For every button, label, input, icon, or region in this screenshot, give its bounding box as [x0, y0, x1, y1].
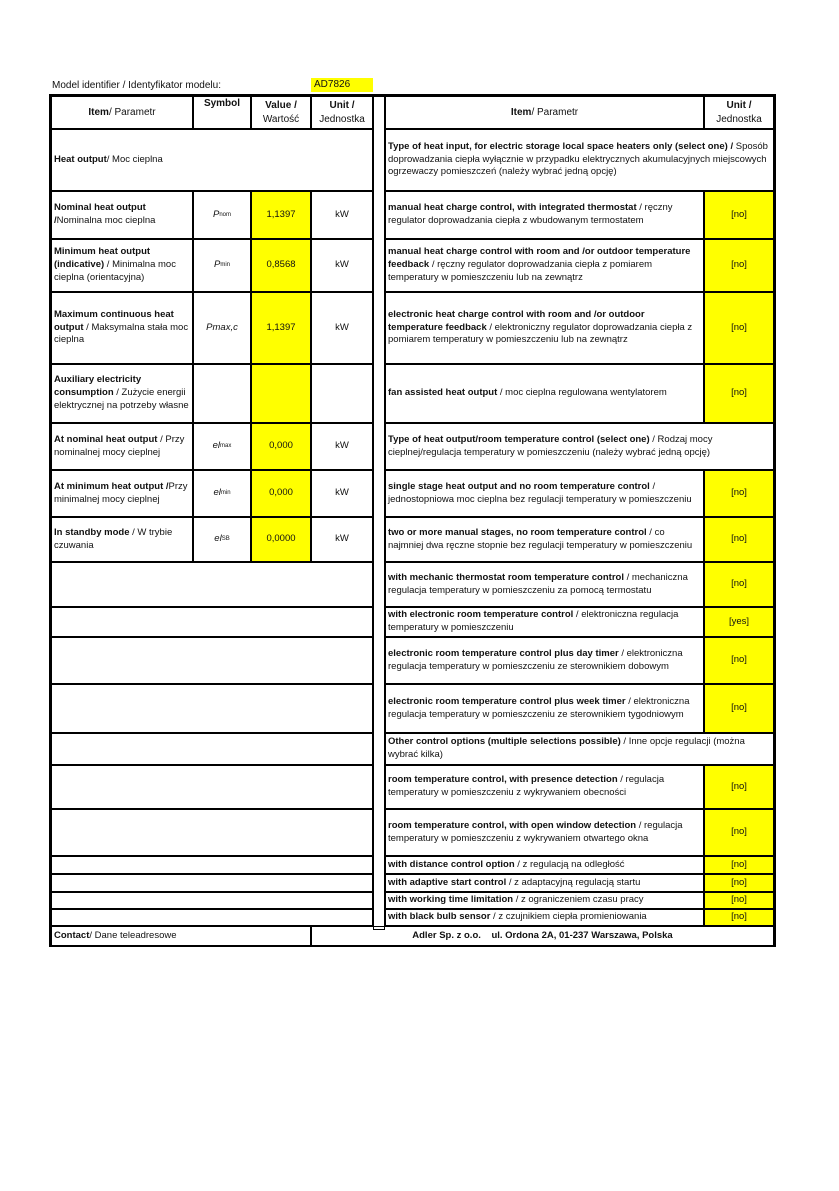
header-symbol-text: Symbol — [203, 98, 241, 109]
option-value-text: [no] — [731, 780, 747, 792]
other-option-bold: room temperature control, with presence detection — [388, 774, 618, 786]
heat-output-title — [51, 129, 373, 191]
left-empty-cell — [51, 562, 373, 607]
other-option-value — [704, 765, 774, 809]
heat-input-option — [385, 364, 704, 423]
other-option-text — [388, 820, 701, 846]
heat-input-option-value — [704, 364, 774, 423]
other-option-value — [704, 909, 774, 926]
heat-input-title — [385, 129, 774, 191]
option-value-text: [no] — [731, 911, 747, 923]
control-option-text — [388, 648, 701, 674]
control-option-text: / jednostopniowa moc cieplna bez regulacji temperatury w pomieszczeniu — [388, 480, 692, 505]
contact-bold: Contact — [54, 929, 90, 941]
left-row-label-text — [54, 434, 190, 460]
symbol-subscript: min — [220, 490, 231, 497]
header-symbol — [193, 96, 251, 129]
left-row-label — [51, 517, 193, 562]
unit-text: kW — [335, 533, 349, 545]
control-option — [385, 607, 704, 637]
left-row-bold: At minimum heat output / — [54, 480, 169, 492]
other-option-bold: with working time limitation — [388, 894, 514, 906]
header-right-item-text: / Parametr — [531, 106, 579, 118]
heat-input-option-text — [388, 246, 701, 284]
symbol-subscript: nom — [219, 211, 231, 218]
left-empty-cell — [51, 684, 373, 733]
control-title-text: / Rodzaj mocy cieplnej/regulacja temperatury w pomieszczeniu (należy wybrać jedną opcję) — [388, 433, 713, 458]
left-row-unit — [311, 191, 373, 239]
other-option-bold: with distance control option — [388, 858, 515, 870]
left-empty-cell — [51, 637, 373, 684]
heat-input-option-text: / ręczny regulator doprowadzania ciepła z wbudowanym termostatem — [388, 202, 673, 226]
heat-input-option-text: / moc cieplna regulowana wentylatorem — [497, 387, 667, 399]
left-row-bold: In standby mode — [54, 526, 130, 538]
option-value-text: [no] — [731, 321, 747, 333]
contact-address — [311, 926, 774, 946]
left-row-label-text — [54, 246, 190, 284]
left-row-symbol — [193, 364, 251, 423]
header-right-unit — [704, 96, 774, 129]
left-row-text: / Zużycie energii elektrycznej na potrzeby własne — [54, 387, 189, 411]
heat-input-text: Sposób doprowadzania ciepła wyłącznie w przypadku elektrycznych akumulacyjnych miejscowych ogrzewaczy pomieszczeń (należy wybrać jedną opcję) — [388, 140, 768, 178]
header-unit-bold: Unit / — [329, 100, 355, 111]
left-row-unit — [311, 517, 373, 562]
left-row-text: / Maksymalna stała moc cieplna — [54, 321, 189, 346]
left-row-symbol — [193, 292, 251, 364]
left-empty-cell — [51, 809, 373, 856]
left-row-bold: Minimum heat output (indicative) — [54, 246, 151, 271]
control-option-text — [388, 527, 701, 553]
other-option-text — [388, 911, 647, 924]
heat-input-option — [385, 292, 704, 364]
left-row-unit — [311, 470, 373, 517]
other-option-text — [388, 859, 625, 872]
left-row-label — [51, 423, 193, 470]
left-row-text: / W trybie czuwania — [54, 526, 173, 551]
left-row-label — [51, 191, 193, 239]
left-empty-cell — [51, 607, 373, 637]
heat-input-option — [385, 239, 704, 292]
other-option — [385, 909, 704, 926]
control-option-text: / mechaniczna regulacja temperatury w pomieszczeniu za pomocą termostatu — [388, 571, 688, 596]
left-empty-cell — [51, 856, 373, 874]
left-row-value — [251, 191, 311, 239]
unit-text: kW — [335, 208, 349, 220]
option-value-text: [no] — [731, 826, 747, 838]
left-empty-cell — [51, 765, 373, 809]
symbol-text: P — [212, 208, 220, 220]
heat-output-text: / Moc cieplna — [106, 153, 163, 165]
left-row-label — [51, 292, 193, 364]
value-text: 0,000 — [269, 440, 293, 452]
control-option — [385, 562, 704, 607]
other-options-title — [385, 733, 774, 765]
option-value-text: [no] — [731, 387, 747, 399]
control-option-text — [388, 609, 701, 635]
control-option-bold: electronic room temperature control plus day timer — [388, 647, 619, 659]
heat-input-option-bold: manual heat charge control, with integrated thermostat — [388, 202, 637, 214]
left-row-bold: Nominal heat output / — [54, 202, 146, 226]
control-title-text — [388, 434, 771, 460]
left-row-text: Przy minimalnej mocy cieplnej — [54, 480, 188, 505]
header-right-item — [385, 96, 704, 129]
heat-input-bold: Type of heat input, for electric storage local space heaters only (select one) / — [388, 140, 734, 152]
value-text: 0,0000 — [266, 533, 296, 545]
header-right-unit-text: Jednostka — [716, 113, 762, 125]
control-title — [385, 423, 774, 470]
symbol-text: el — [214, 533, 222, 545]
control-option-bold: single stage heat output and no room temperature control — [388, 480, 650, 492]
control-option-bold: two or more manual stages, no room temperature control — [388, 526, 647, 538]
left-row-bold: At nominal heat output — [54, 433, 158, 445]
heat-input-title-text — [388, 141, 771, 179]
option-value-text: [no] — [731, 702, 747, 714]
contact-label — [51, 926, 311, 946]
other-option — [385, 809, 704, 856]
value-text: 0,000 — [269, 487, 293, 499]
option-value-text: [no] — [731, 876, 747, 888]
control-option-value — [704, 562, 774, 607]
left-empty-cell — [51, 909, 373, 926]
heat-input-option-text — [388, 202, 701, 228]
symbol-subscript: min — [220, 262, 230, 269]
unit-text: kW — [335, 321, 349, 333]
model-identifier-label: Model identifier / Identyfikator modelu: — [52, 80, 221, 91]
other-option-value — [704, 874, 774, 892]
left-row-label-text — [54, 202, 190, 228]
other-option — [385, 856, 704, 874]
heat-input-option-text: / elektroniczny regulator doprowadzania ciepła z pomiarem temperatury w pomieszczeniu lub na zewnątrz — [388, 321, 693, 346]
option-value-text: [no] — [731, 533, 747, 545]
control-option-text: / elektroniczna regulacja temperatury w pomieszczeniu — [388, 609, 679, 633]
symbol-text: el — [213, 487, 221, 499]
value-text: 1,1397 — [266, 208, 296, 220]
other-options-title-text — [388, 736, 771, 762]
left-row-label — [51, 470, 193, 517]
other-option-text: / z czujnikiem ciepła promieniowania — [490, 911, 647, 923]
header-right-unit-bold: Unit / — [726, 100, 752, 111]
other-option-text: / z adaptacyjną regulacją startu — [506, 876, 641, 888]
heat-output-bold: Heat output — [54, 153, 107, 165]
left-empty-cell — [51, 733, 373, 765]
left-row-unit — [311, 292, 373, 364]
control-option — [385, 684, 704, 733]
other-option-value — [704, 892, 774, 909]
control-option-text: / elektroniczna regulacja temperatury w pomieszczeniu ze sterownikiem dobowym — [388, 647, 683, 672]
control-option-text — [388, 696, 701, 722]
heat-input-option-bold: manual heat charge control with room and /or outdoor temperature feedback — [388, 246, 691, 271]
heat-input-option-value — [704, 239, 774, 292]
unit-text: kW — [335, 259, 349, 271]
control-option-text: / elektroniczna regulacja temperatury w pomieszczeniu ze sterownikiem tygodniowym — [388, 695, 690, 720]
option-value-text: [no] — [731, 259, 747, 271]
left-row-label — [51, 239, 193, 292]
heat-input-option-text — [388, 309, 701, 347]
other-option — [385, 892, 704, 909]
left-row-bold: Maximum continuous heat output — [54, 308, 174, 333]
unit-text: kW — [335, 440, 349, 452]
other-option-text: / regulacja temperatury w pomieszczeniu z wykrywaniem obecności — [388, 774, 665, 798]
option-value-text: [no] — [731, 654, 747, 666]
control-option-value — [704, 470, 774, 517]
left-row-label — [51, 364, 193, 423]
header-item — [51, 96, 193, 129]
left-row-bold: Auxiliary electricity consumption — [54, 374, 142, 399]
left-row-symbol — [193, 239, 251, 292]
left-empty-cell — [51, 892, 373, 909]
left-row-symbol — [193, 191, 251, 239]
left-row-text: / Minimalna moc cieplna (orientacyjna) — [54, 259, 176, 283]
left-row-value — [251, 423, 311, 470]
other-option-value — [704, 856, 774, 874]
heat-input-option-value — [704, 292, 774, 364]
other-option-value — [704, 809, 774, 856]
contact-address-text: Adler Sp. z o.o. ul. Ordona 2A, 01-237 Warszawa, Polska — [412, 929, 673, 941]
header-right-item-bold: Item — [510, 106, 532, 118]
control-option-bold: with mechanic thermostat room temperature control — [388, 571, 624, 583]
control-title-bold: Type of heat output/room temperature control (select one) — [388, 433, 650, 445]
other-option — [385, 874, 704, 892]
spacer-column — [373, 96, 385, 930]
option-value-text: [no] — [731, 578, 747, 590]
model-identifier-value: AD7826 — [311, 78, 373, 92]
control-option-value — [704, 607, 774, 637]
left-row-unit — [311, 364, 373, 423]
heat-input-option-text — [388, 387, 667, 400]
left-row-text: Nominalna moc cieplna — [56, 215, 156, 226]
symbol-subscript: SB — [221, 536, 230, 543]
control-option — [385, 470, 704, 517]
control-option-bold: with electronic room temperature control — [388, 609, 574, 621]
left-empty-cell — [51, 874, 373, 892]
other-option-text: / regulacja temperatury w pomieszczeniu z wykrywaniem otwartego okna — [388, 819, 683, 844]
control-option — [385, 517, 704, 562]
symbol-subscript: max — [220, 443, 232, 450]
control-option-value — [704, 637, 774, 684]
other-title-bold: Other control options (multiple selections possible) — [388, 736, 621, 748]
header-item-bold: Item — [88, 106, 109, 118]
left-row-label-text — [54, 481, 190, 507]
control-option-text: / co najmniej dwa ręczne stopnie bez regulacji temperatury w pomieszczeniu — [388, 526, 693, 551]
ecodesign-table — [49, 94, 776, 947]
left-row-text: / Przy nominalnej mocy cieplnej — [54, 433, 185, 458]
option-value-text: [yes] — [728, 615, 750, 627]
control-option-value — [704, 517, 774, 562]
header-unit-text: Jednostka — [319, 113, 365, 125]
header-item-text: / Parametr — [108, 106, 156, 118]
option-value-text: [no] — [731, 858, 747, 870]
option-value-text: [no] — [731, 208, 747, 220]
other-option-bold: with black bulb sensor — [388, 911, 491, 923]
heat-input-option-value — [704, 191, 774, 239]
header-unit — [311, 96, 373, 129]
option-value-text: [no] — [731, 487, 747, 499]
left-row-label-text — [54, 309, 190, 347]
left-row-symbol — [193, 423, 251, 470]
other-option-text: / z ograniczeniem czasu pracy — [513, 894, 644, 906]
symbol-text: el — [212, 440, 221, 452]
control-option — [385, 637, 704, 684]
control-option-value — [704, 684, 774, 733]
heat-input-option-bold: electronic heat charge control with room and /or outdoor temperature feedback — [388, 308, 645, 333]
left-row-value — [251, 239, 311, 292]
left-row-value — [251, 364, 311, 423]
left-row-symbol — [193, 470, 251, 517]
header-value — [251, 96, 311, 129]
option-value-text: [no] — [731, 894, 747, 906]
header-value-bold: Value / — [265, 100, 297, 111]
value-text: 1,1397 — [266, 321, 296, 333]
left-row-symbol — [193, 517, 251, 562]
other-title-text: / Inne opcje regulacji (można wybrać kilka) — [388, 736, 745, 760]
symbol-text: Pmax,c — [206, 321, 238, 333]
other-option-text — [388, 894, 644, 907]
control-option-bold: electronic room temperature control plus week timer — [388, 695, 626, 707]
left-row-unit — [311, 239, 373, 292]
control-option-text — [388, 572, 701, 598]
left-row-value — [251, 517, 311, 562]
other-option-text — [388, 877, 640, 890]
header-value-text: Wartość — [262, 113, 300, 125]
control-option-text — [388, 481, 701, 507]
other-option — [385, 765, 704, 809]
symbol-text: P — [213, 259, 221, 271]
left-row-label-text — [54, 527, 190, 553]
left-row-label-text — [54, 374, 190, 412]
other-option-bold: room temperature control, with open window detection — [388, 819, 637, 831]
heat-input-option-text: / ręczny regulator doprowadzania ciepła z pomiarem temperatury w pomieszczeniu lub na zewnątrz — [388, 259, 653, 283]
other-option-text: / z regulacją na odległość — [514, 858, 625, 870]
other-option-text — [388, 774, 701, 800]
left-row-unit — [311, 423, 373, 470]
other-option-bold: with adaptive start control — [388, 876, 507, 888]
heat-input-option-bold: fan assisted heat output — [388, 387, 498, 399]
unit-text: kW — [335, 487, 349, 499]
heat-input-option — [385, 191, 704, 239]
value-text: 0,8568 — [266, 259, 296, 271]
left-row-value — [251, 470, 311, 517]
contact-text: / Dane teleadresowe — [89, 929, 177, 941]
left-row-value — [251, 292, 311, 364]
